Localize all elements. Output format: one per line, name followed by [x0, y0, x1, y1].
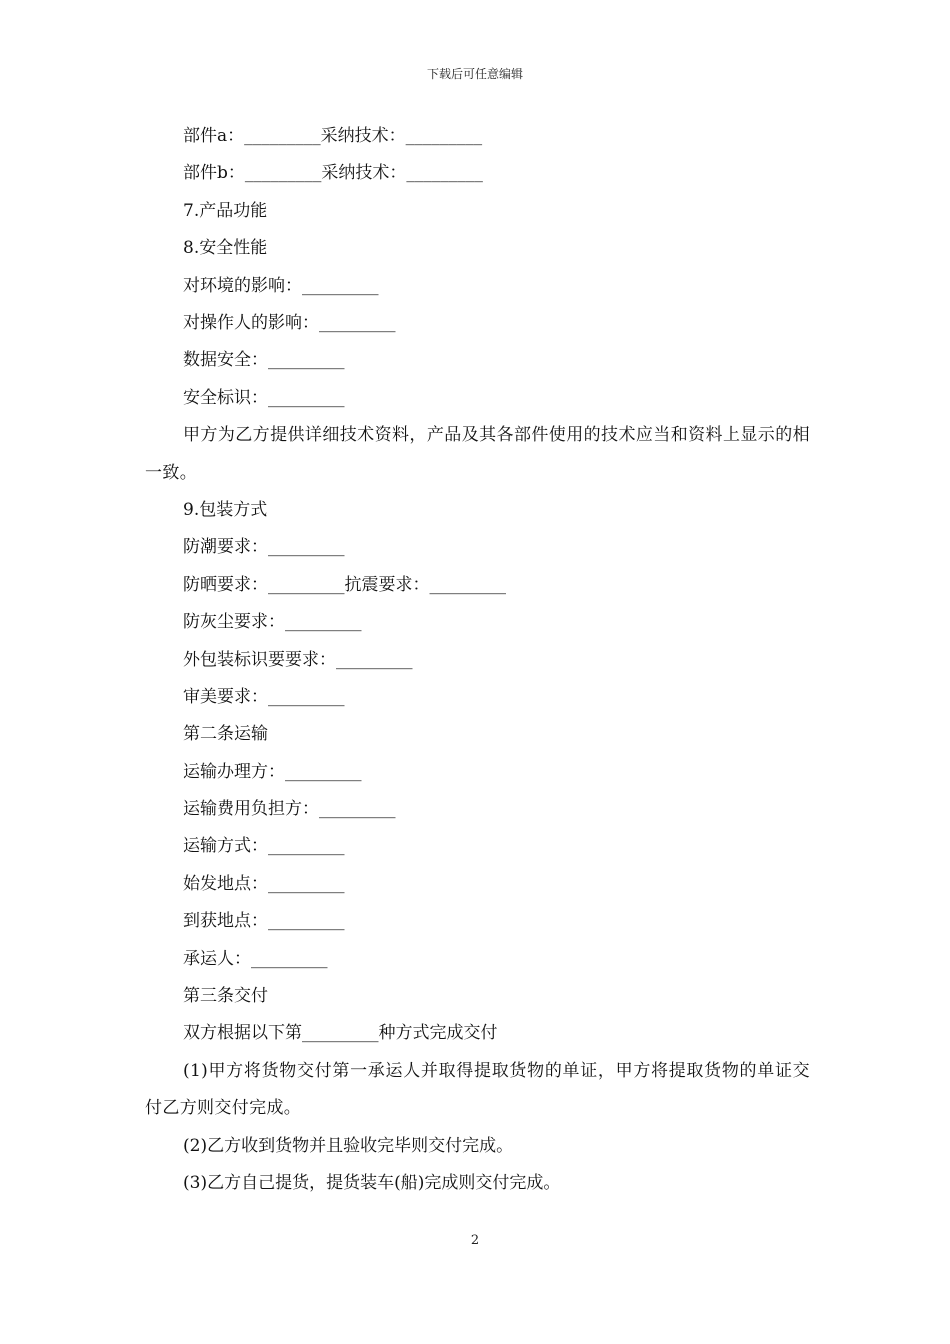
text-line: 防晒要求：_________抗震要求：_________: [183, 574, 506, 595]
text-line: 始发地点：_________: [183, 873, 345, 894]
text-line: (3)乙方自己提货，提货装车(船)完成则交付完成。: [183, 1173, 561, 1193]
section-heading: 8.安全性能: [183, 238, 268, 259]
text-line: 运输方式：_________: [183, 836, 345, 857]
text-line: 对环境的影响：_________: [183, 275, 379, 296]
text-line: 部件a：_________采纳技术：_________: [183, 126, 483, 146]
article-heading: 第三条交付: [183, 986, 268, 1007]
section-heading: 7.产品功能: [183, 200, 268, 221]
text-line: 外包装标识要要求：_________: [183, 649, 413, 670]
article-heading: 第二条运输: [183, 724, 268, 745]
text-line: 运输费用负担方：_________: [183, 799, 396, 820]
page-number: 2: [470, 1233, 480, 1248]
paragraph: 甲方为乙方提供详细技术资料，产品及其各部件使用的技术应当和资料上显示的相一致。: [145, 425, 810, 483]
section-heading: 9.包装方式: [183, 499, 268, 520]
text-line: 双方根据以下第_________种方式完成交付: [183, 1023, 498, 1044]
text-line: 到获地点：_________: [183, 911, 345, 932]
text-line: 防潮要求：_________: [183, 537, 345, 558]
text-line: 防灰尘要求：_________: [183, 612, 362, 633]
document-body: [145, 118, 810, 1202]
text-line: 对操作人的影响：_________: [183, 312, 396, 333]
text-line: 部件b：_________采纳技术：_________: [183, 163, 483, 184]
text-line: 承运人：_________: [183, 948, 328, 969]
text-line: 数据安全：_________: [183, 350, 345, 371]
text-line: 安全标识：_________: [183, 387, 345, 408]
paragraph: (1)甲方将货物交付第一承运人并取得提取货物的单证，甲方将提取货物的单证交付乙方则交付完成。: [145, 1060, 810, 1119]
page-header: 下载后可任意编辑: [426, 67, 523, 81]
text-line: 运输办理方：_________: [183, 761, 362, 782]
text-line: (2)乙方收到货物并且验收完毕则交付完成。: [183, 1135, 514, 1156]
text-line: 审美要求：_________: [183, 686, 345, 707]
